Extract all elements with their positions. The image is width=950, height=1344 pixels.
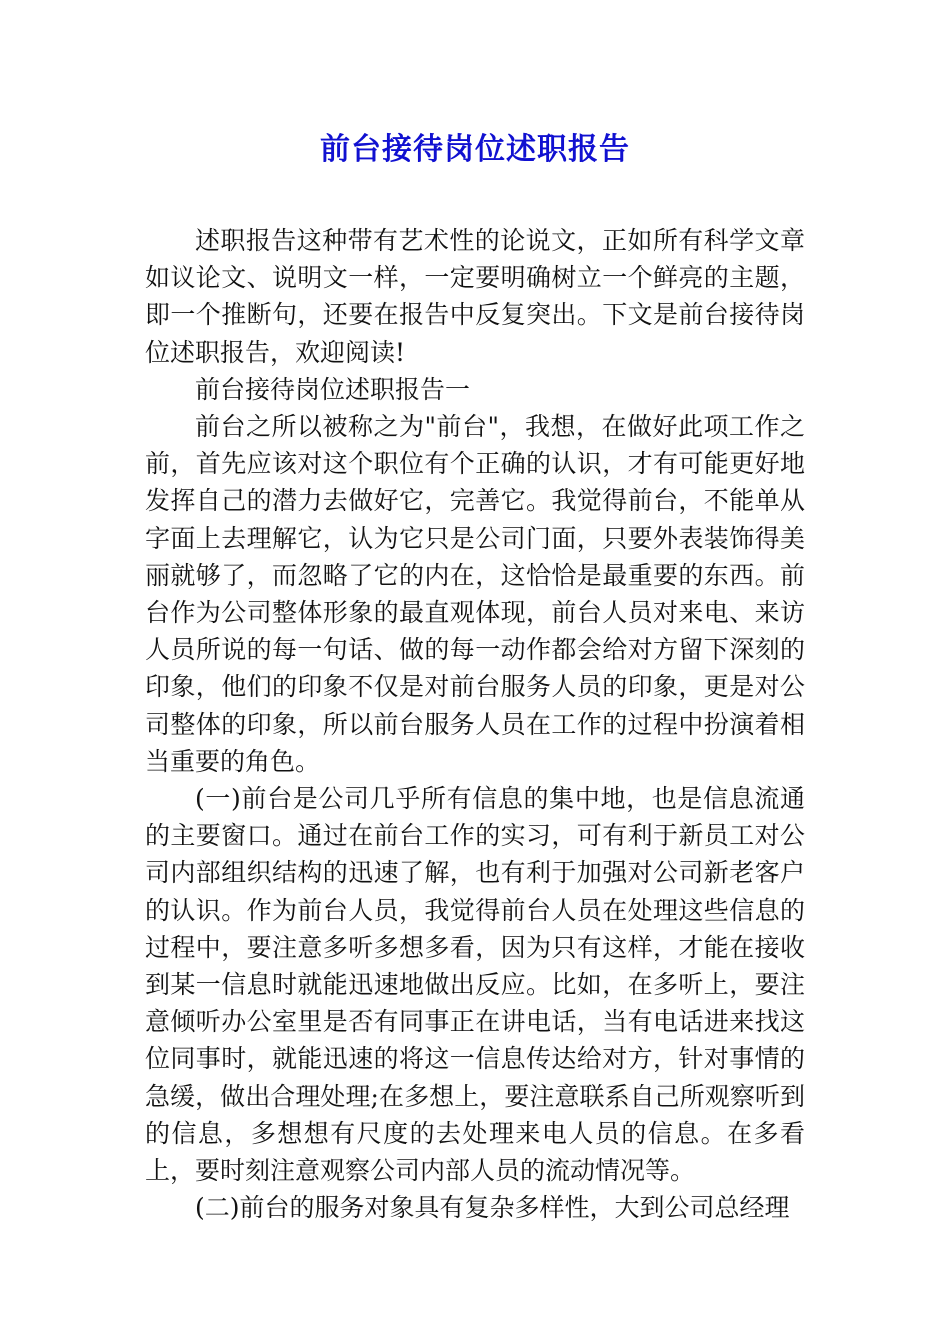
section-heading: 前台接待岗位述职报告一 <box>195 374 471 404</box>
document-title: 前台接待岗位述职报告 <box>320 132 630 167</box>
paragraph-intro: 述职报告这种带有艺术性的论说文，正如所有科学文章如议论文、说明文一样，一定要明确树立一个鲜亮的主题，即一个推断句，还要在报告中反复突出。下文是前台接待岗位述职报告，欢迎阅读! <box>145 226 805 367</box>
document-body <box>145 222 805 1226</box>
paragraph-point-one: (一)前台是公司几乎所有信息的集中地，也是信息流通的主要窗口。通过在前台工作的实习，可有利于新员工对公司内部组织结构的迅速了解，也有利于加强对公司新老客户的认识。作为前台人员，我觉得前台人员在处理这些信息的过程中，要注意多听多想多看，因为只有这样，才能在接收到某一信息时就能迅速地做出反应。比如，在多听上，要注意倾听办公室里是否有同事正在讲电话，当有电话进来找这位同事时，就能迅速的将这一信息传达给对方，针对事情的急缓，做出合理处理;在多想上，要注意联系自己所观察听到的信息，多想想有尺度的去处理来电人员的信息。在多看上，要时刻注意观察公司内部人员的流动情况等。 <box>145 784 805 1186</box>
paragraph-front-desk-role: 前台之所以被称之为"前台"，我想，在做好此项工作之前，首先应该对这个职位有个正确的认识，才有可能更好地发挥自己的潜力去做好它，完善它。我觉得前台，不能单从字面上去理解它，认为它只是公司门面，只要外表装饰得美丽就够了，而忽略了它的内在，这恰恰是最重要的东西。前台作为公司整体形象的最直观体现，前台人员对来电、来访人员所说的每一句话、做的每一动作都会给对方留下深刻的印象，他们的印象不仅是对前台服务人员的印象，更是对公司整体的印象，所以前台服务人员在工作的过程中扮演着相当重要的角色。 <box>145 412 805 776</box>
paragraph-point-two: (二)前台的服务对象具有复杂多样性，大到公司总经理 <box>195 1193 790 1223</box>
